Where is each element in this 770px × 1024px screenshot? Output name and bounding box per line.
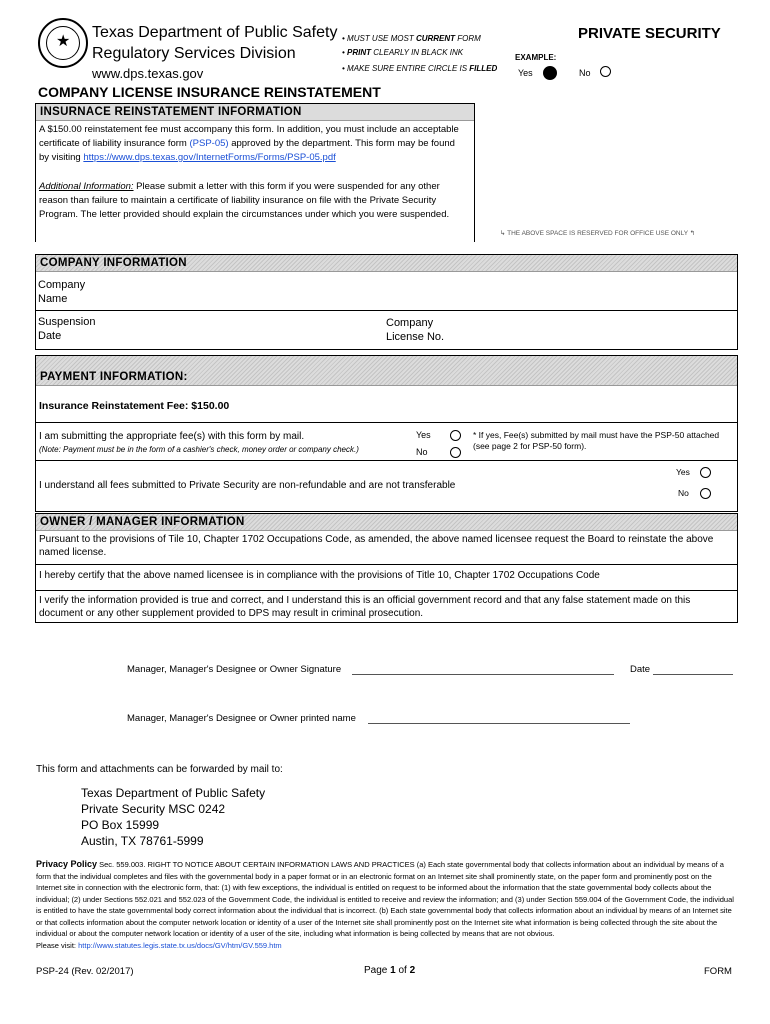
nonrefundable-text: I understand all fees submitted to Private Security are non-refundable and are not transferable <box>39 480 456 491</box>
instruction-fill-circle: • MAKE SURE ENTIRE CIRCLE IS FILLED <box>342 64 498 73</box>
nonrefundable-yes-radio[interactable] <box>700 467 711 478</box>
form-id: PSP-24 (Rev. 02/2017) <box>36 966 134 977</box>
agency-website: www.dps.texas.gov <box>92 66 204 81</box>
mailing-line-1: Texas Department of Public Safety <box>81 786 266 800</box>
fee-mail-yes-label: Yes <box>416 430 431 440</box>
additional-information-paragraph: Additional Information: Please submit a letter with this form if you were suspended for any other reason than failure to maintain a certificate of liability insurance on file with the Private Security Program. The letter provided should explain the circumstances under which you were suspended. <box>39 181 450 220</box>
date-label: Date <box>630 664 651 675</box>
agency-name-line1: Texas Department of Public Safety <box>92 24 338 41</box>
company-section <box>35 254 738 350</box>
divider <box>36 310 737 311</box>
star-icon: ★ <box>56 31 71 50</box>
example-label: EXAMPLE: <box>515 53 557 62</box>
nonrefundable-yes-label: Yes <box>676 467 690 477</box>
example-filled-circle-icon <box>543 66 557 80</box>
privacy-policy: Privacy Policy Sec. 559.003. RIGHT TO NOTICE ABOUT CERTAIN INFORMATION LAWS AND PRACTICES (a) Each state governmental body that collects information about an individual by means of a form that the individual completes and files with the governmental body in a paper format or in an electronic format on an Internet site shall prominently state, on the paper form and prominently post on the Internet site in connection with the electronic form, that: (1) with few exceptions, the individual is entitled on request to be informed about the information that the state governmental body collects about the individual; (2) under Sections 552.021 and 552.023 of the Government Code, the individual is entitled to receive and review the information; and (3) under Section 559.004 of the Government Code, the individual is entitled to have the state governmental body correct information about the individual that is incorrect. (b) Each state governmental body that collects information about an individual by means of an Internet site or that collects information about the computer network location or identity of a user of the Internet site shall prominently post on the Internet site what information is being collected through the site about the individual or about the computer network location or identity of a user of the site, including what information is being collected by means that are not obvious. Please visit: http://www.statutes.legis.state.tx.us/docs/GV/htm/GV.559.htm <box>36 859 734 950</box>
payment-note: (Note: Payment must be in the form of a cashier's check, money order or company check.) <box>39 445 359 454</box>
owner-section-heading: OWNER / MANAGER INFORMATION <box>36 514 737 531</box>
certify-text: I hereby certify that the above named licensee is in compliance with the provisions of Title 10, Chapter 1702 Occupations Code <box>39 570 600 581</box>
psp05-form-link[interactable]: https://www.dps.texas.gov/InternetForms/Forms/PSP-05.pdf <box>83 152 336 163</box>
mailing-line-3: PO Box 15999 <box>81 818 160 832</box>
fee-mail-yes-radio[interactable] <box>450 430 461 441</box>
date-line[interactable] <box>653 674 733 675</box>
insurance-section-heading: INSURNACE REINSTATEMENT INFORMATION <box>36 104 474 121</box>
printed-name-line[interactable] <box>368 723 630 724</box>
private-security-title: PRIVATE SECURITY <box>578 25 721 42</box>
form-title: COMPANY LICENSE INSURANCE REINSTATEMENT <box>38 84 381 100</box>
signature-label: Manager, Manager's Designee or Owner Signature <box>127 664 342 675</box>
payment-section-heading: PAYMENT INFORMATION: <box>40 371 188 383</box>
provisions-text: Pursuant to the provisions of Tile 10, Chapter 1702 Occupations Code, as amended, the above named licensee request the Board to reinstate the above named license. <box>39 534 714 558</box>
form-label: FORM <box>704 966 732 977</box>
nonrefundable-no-radio[interactable] <box>700 488 711 499</box>
divider <box>36 422 737 423</box>
company-license-label: Company License No. <box>386 317 445 343</box>
mailing-intro: This form and attachments can be forwarded by mail to: <box>36 764 283 775</box>
submitting-fee-text: I am submitting the appropriate fee(s) with this form by mail. <box>39 431 305 442</box>
signature-line[interactable] <box>352 674 614 675</box>
mailing-line-2: Private Security MSC 0242 <box>81 802 226 816</box>
mailing-address <box>81 785 265 849</box>
divider <box>36 590 737 591</box>
payment-section <box>35 355 738 512</box>
fee-mail-no-label: No <box>416 447 428 457</box>
dps-seal-logo <box>38 18 88 68</box>
instruction-print-clearly: • PRINT CLEARLY IN BLACK INK <box>342 48 464 57</box>
example-yes-label: Yes <box>518 68 533 78</box>
statute-link[interactable]: http://www.statutes.legis.state.tx.us/docs/GV/htm/GV.559.htm <box>78 940 282 950</box>
suspension-date-label: Suspension Date <box>38 316 96 342</box>
divider <box>36 564 737 565</box>
psp50-note: * If yes, Fee(s) submitted by mail must have the PSP-50 attached (see page 2 for PSP-50 form). <box>473 430 720 451</box>
page-indicator: Page 1 of 2 <box>364 965 416 976</box>
office-use-note: ↳ THE ABOVE SPACE IS RESERVED FOR OFFICE USE ONLY ↰ <box>500 230 696 237</box>
mailing-line-4: Austin, TX 78761-5999 <box>81 834 204 848</box>
divider <box>36 460 737 461</box>
fee-mail-no-radio[interactable] <box>450 447 461 458</box>
owner-section <box>35 513 738 623</box>
agency-name-line2: Regulatory Services Division <box>92 45 296 62</box>
instruction-current-form: • MUST USE MOST CURRENT FORM <box>342 34 481 43</box>
nonrefundable-no-label: No <box>678 488 689 498</box>
company-name-label: Company Name <box>38 279 86 305</box>
company-section-heading: COMPANY INFORMATION <box>36 255 737 272</box>
example-empty-circle-icon <box>600 66 611 77</box>
insurance-section <box>35 103 475 242</box>
printed-name-label: Manager, Manager's Designee or Owner printed name <box>127 713 356 724</box>
insurance-fee-paragraph: A $150.00 reinstatement fee must accompany this form. In addition, you must include an acceptable certificate of liability insurance form (PSP-05) approved by the department. This form may be found by visiting https://www.dps.texas.gov/InternetForms/Forms/PSP-05.pdf <box>39 124 459 163</box>
reinstatement-fee-label: Insurance Reinstatement Fee: $150.00 <box>39 400 230 412</box>
example-no-label: No <box>579 68 591 78</box>
verify-text: I verify the information provided is true and correct, and I understand this is an official government record and that any false statement made on this document or any other supplement provided to DPS may result in criminal prosecution. <box>39 595 691 619</box>
